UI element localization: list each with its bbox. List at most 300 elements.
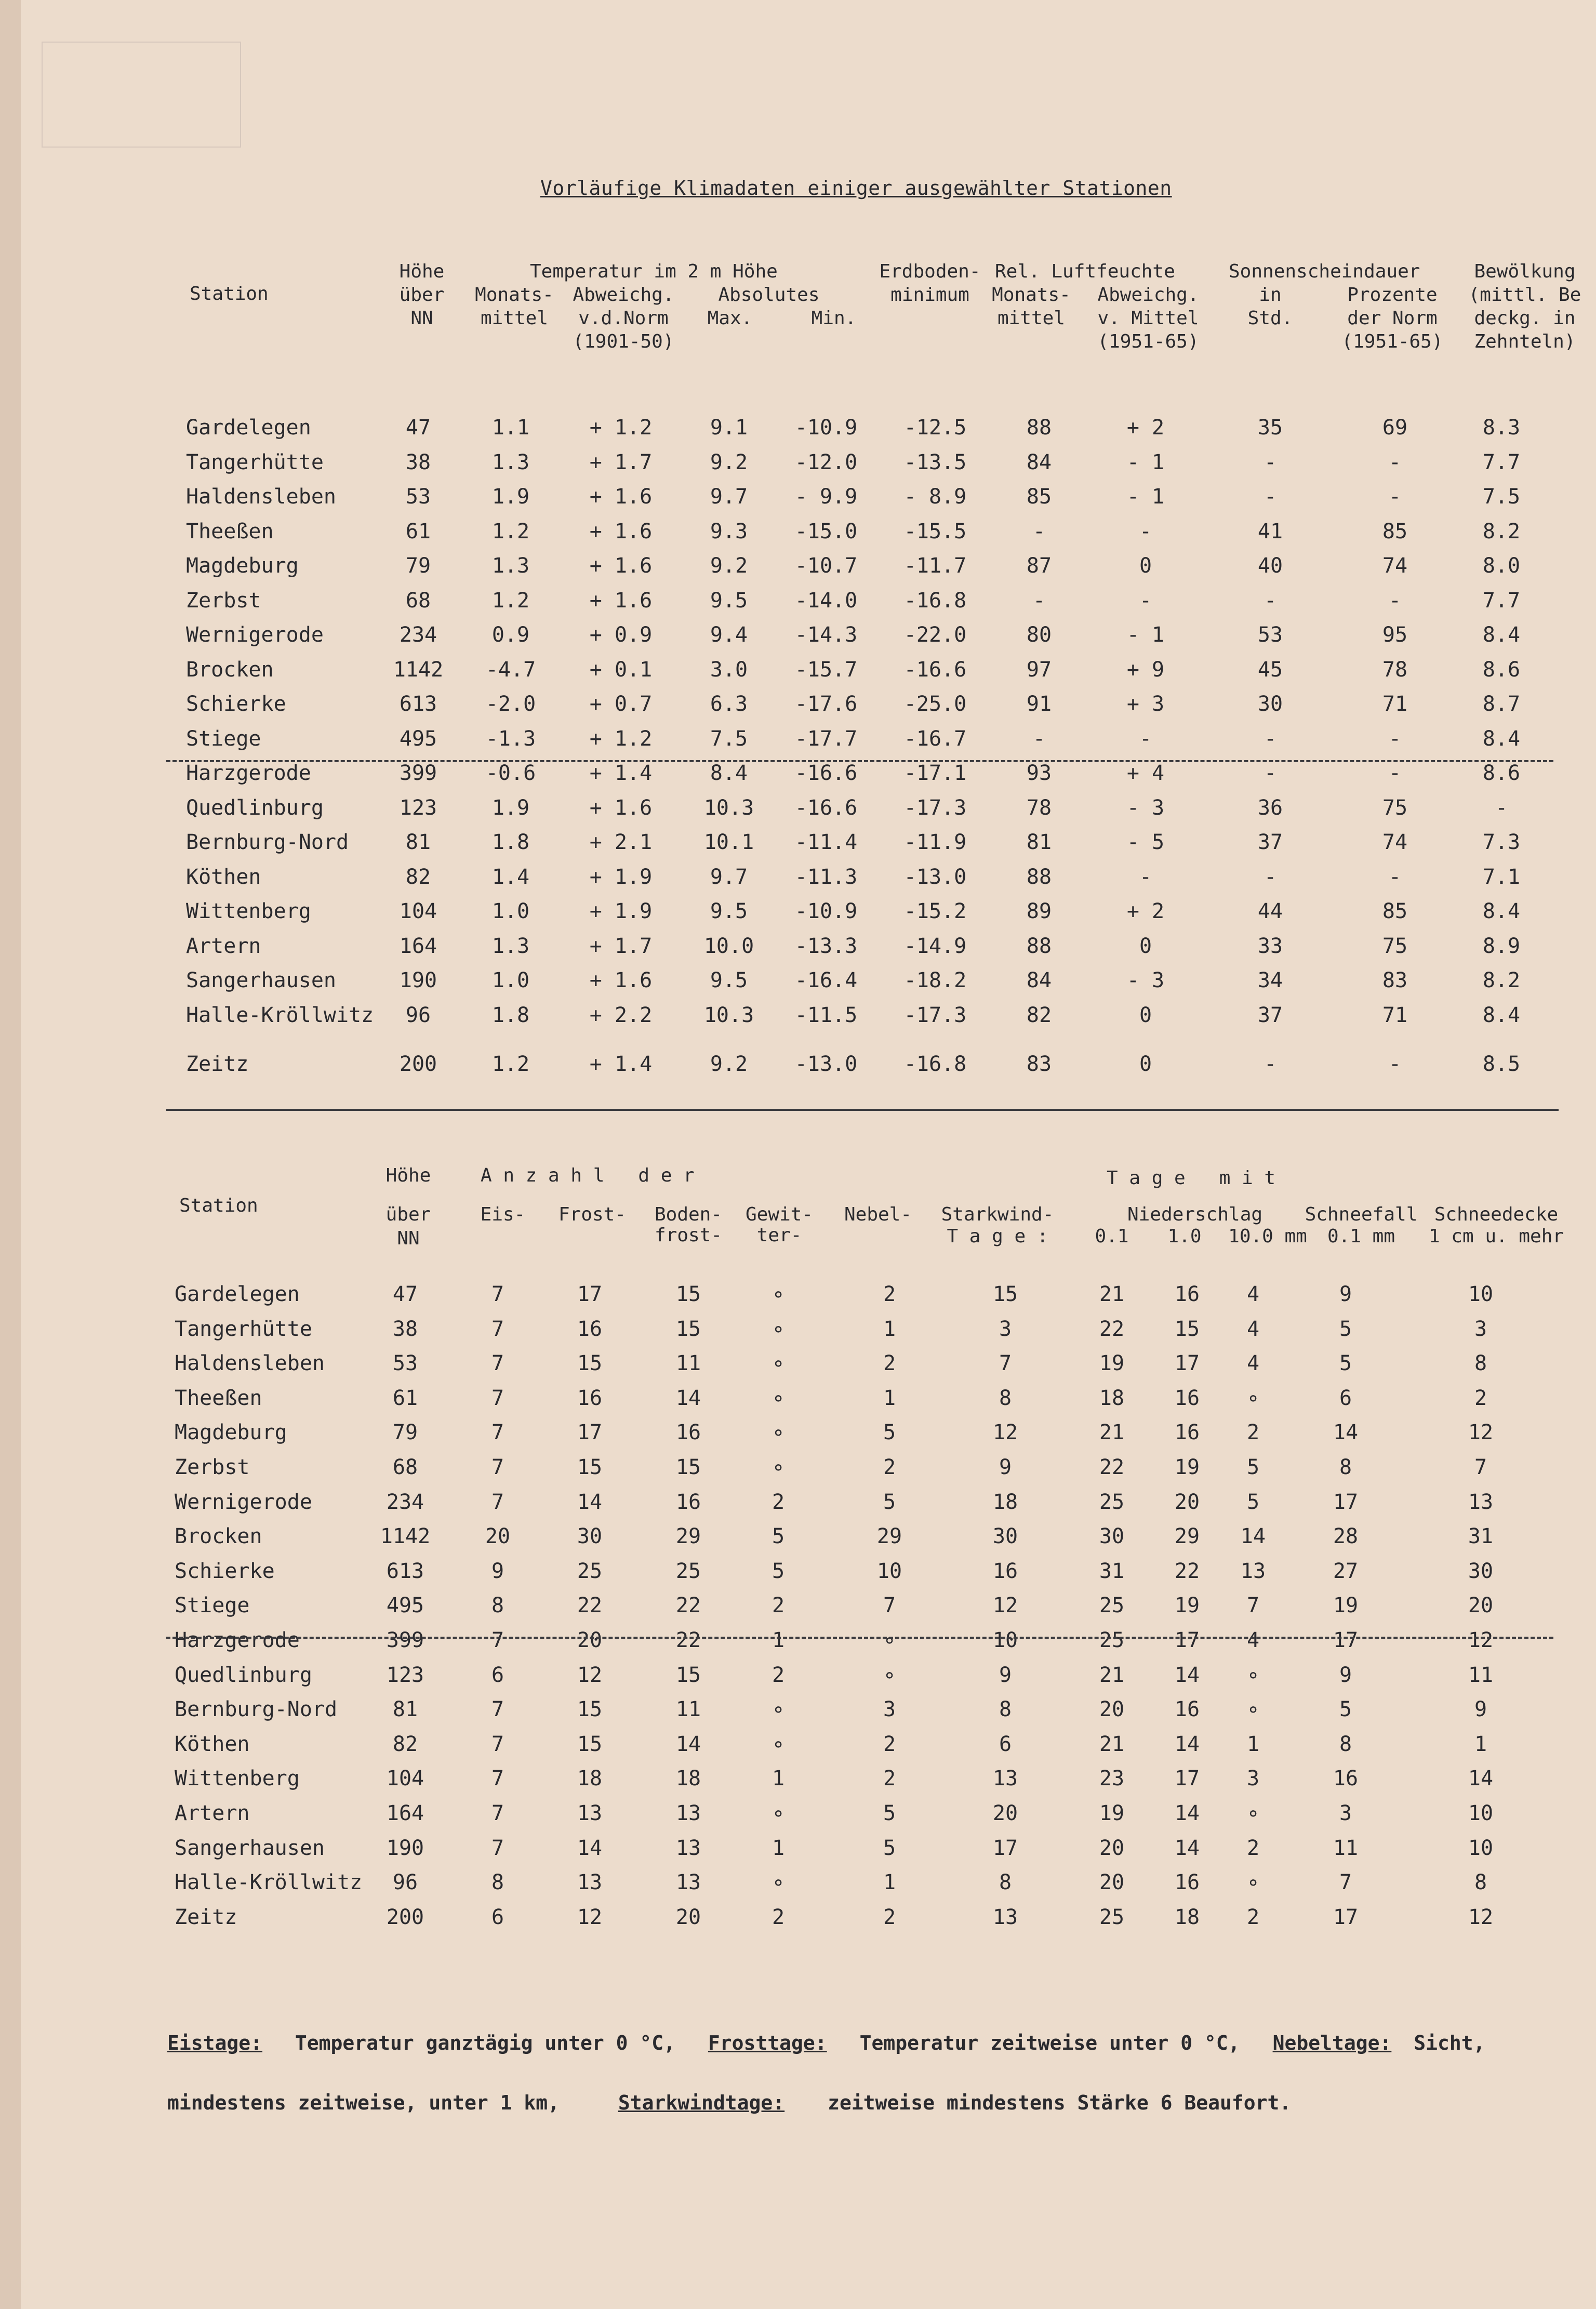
cell-luft-monatsmittel: 82 — [1026, 1003, 1052, 1027]
cell-max: 8.4 — [710, 761, 748, 785]
cell-nebel: 29 — [876, 1524, 902, 1549]
cell-niederschlag-01: 21 — [1099, 1663, 1125, 1687]
cell-bewoelkung: 8.4 — [1482, 623, 1521, 647]
cell-hoehe: 79 — [392, 1421, 418, 1445]
cell-hoehe: 68 — [392, 1455, 418, 1479]
cell-hoehe: 104 — [399, 899, 437, 923]
cell-schneefall: 17 — [1333, 1905, 1359, 1929]
cell-sonne-std: 41 — [1257, 519, 1283, 543]
cell-luft-abweichung: 0 — [1139, 1003, 1152, 1027]
cell-sonne-std: 37 — [1257, 830, 1283, 854]
cell-station: Quedlinburg — [186, 795, 324, 820]
cell-starkwind: 17 — [992, 1836, 1018, 1860]
cell-eistage: 9 — [491, 1559, 504, 1583]
cell-niederschlag-01: 20 — [1099, 1836, 1125, 1860]
t1-header-luft-group: Rel. Luftfeuchte — [995, 261, 1175, 282]
cell-frosttage: 15 — [577, 1732, 603, 1756]
cell-max: 6.3 — [710, 692, 748, 716]
t2-header-tage-mit: T a g e m i t — [1107, 1167, 1276, 1189]
cell-abweichung: + 1.6 — [589, 968, 653, 992]
cell-luft-abweichung: + 2 — [1126, 899, 1165, 923]
cell-bewoelkung: 8.6 — [1482, 657, 1521, 682]
cell-schneefall: 27 — [1333, 1559, 1359, 1583]
cell-bodenfrost: 18 — [675, 1767, 701, 1791]
cell-station: Tangerhütte — [186, 450, 324, 474]
cell-niederschlag-01: 18 — [1099, 1386, 1125, 1410]
cell-monatsmittel: 1.8 — [491, 830, 530, 854]
cell-schneefall: 8 — [1339, 1732, 1352, 1756]
cell-hoehe: 399 — [399, 761, 437, 785]
cell-starkwind: 3 — [999, 1317, 1012, 1341]
cell-niederschlag-01: 20 — [1099, 1697, 1125, 1722]
cell-nebel: 2 — [883, 1767, 896, 1791]
cell-schneedecke: 14 — [1468, 1767, 1494, 1791]
cell-bewoelkung: - — [1495, 795, 1508, 820]
cell-hoehe: 234 — [399, 623, 437, 647]
cell-nebel: 5 — [883, 1421, 896, 1445]
cell-hoehe: 47 — [405, 416, 431, 440]
cell-bodenfrost: 22 — [675, 1594, 701, 1618]
t1-header-luft-abw-1: Abweichg. — [1097, 284, 1199, 306]
t2-header-niederschlag: Niederschlag — [1127, 1204, 1263, 1225]
cell-niederschlag-01: 19 — [1099, 1351, 1125, 1376]
cell-erdboden: - 8.9 — [903, 485, 967, 509]
cell-bewoelkung: 8.0 — [1482, 554, 1521, 578]
cell-monatsmittel: -2.0 — [485, 692, 536, 716]
cell-frosttage: 14 — [577, 1836, 603, 1860]
cell-bewoelkung: 8.4 — [1482, 726, 1521, 751]
cell-eistage: 7 — [491, 1317, 504, 1341]
cell-monatsmittel: 1.8 — [491, 1003, 530, 1027]
cell-starkwind: 8 — [999, 1697, 1012, 1722]
cell-bewoelkung: 8.4 — [1482, 1003, 1521, 1027]
cell-niederschlag-100: 4 — [1246, 1282, 1260, 1306]
cell-sonne-std: 34 — [1257, 968, 1283, 992]
cell-eistage: 7 — [491, 1386, 504, 1410]
starkwind-text: zeitweise mindestens Stärke 6 Beaufort. — [828, 2091, 1292, 2114]
cell-frosttage: 15 — [577, 1697, 603, 1722]
cell-bodenfrost: 16 — [675, 1490, 701, 1514]
cell-luft-monatsmittel: 93 — [1026, 761, 1052, 785]
cell-luft-abweichung: + 9 — [1126, 657, 1165, 682]
cell-bewoelkung: 7.7 — [1482, 450, 1521, 474]
cell-niederschlag-100: 4 — [1246, 1351, 1260, 1376]
cell-sonne-prozent: - — [1388, 865, 1402, 889]
cell-schneefall: 9 — [1339, 1663, 1352, 1687]
cell-erdboden: -14.9 — [903, 934, 967, 958]
footnote-line-2 — [167, 2091, 1291, 2114]
cell-abweichung: + 1.6 — [589, 795, 653, 820]
cell-min: -17.7 — [794, 726, 858, 751]
cell-eistage: 7 — [491, 1732, 504, 1756]
t1-header-erdboden-2: minimum — [890, 284, 969, 306]
cell-max: 9.7 — [710, 865, 748, 889]
cell-luft-monatsmittel: - — [1032, 588, 1046, 613]
cell-starkwind: 13 — [992, 1767, 1018, 1791]
cell-hoehe: 123 — [399, 795, 437, 820]
cell-hoehe: 495 — [386, 1594, 424, 1618]
cell-luft-abweichung: 0 — [1139, 934, 1152, 958]
cell-max: 3.0 — [710, 657, 748, 682]
cell-niederschlag-10: 18 — [1174, 1905, 1200, 1929]
cell-niederschlag-10: 16 — [1174, 1421, 1200, 1445]
cell-bodenfrost: 22 — [675, 1628, 701, 1652]
cell-station: Wittenberg — [175, 1767, 300, 1791]
cell-schneefall: 5 — [1339, 1351, 1352, 1376]
cell-station: Bernburg-Nord — [175, 1697, 338, 1722]
cell-hoehe: 190 — [399, 968, 437, 992]
t2-header-n100: 10.0 mm — [1228, 1226, 1307, 1247]
cell-min: -12.0 — [794, 450, 858, 474]
cell-abweichung: + 1.2 — [589, 416, 653, 440]
cell-erdboden: -25.0 — [903, 692, 967, 716]
t1-header-bew-4: Zehnteln) — [1474, 331, 1576, 352]
cell-niederschlag-01: 19 — [1099, 1801, 1125, 1825]
cell-station: Brocken — [175, 1524, 262, 1549]
cell-schneedecke: 10 — [1468, 1801, 1494, 1825]
cell-schneefall: 19 — [1333, 1594, 1359, 1618]
cell-luft-monatsmittel: 80 — [1026, 623, 1052, 647]
cell-schneefall: 17 — [1333, 1490, 1359, 1514]
cell-monatsmittel: 1.2 — [491, 519, 530, 543]
cell-sonne-prozent: 78 — [1382, 657, 1408, 682]
cell-abweichung: + 2.1 — [589, 830, 653, 854]
cell-sonne-std: 30 — [1257, 692, 1283, 716]
cell-bodenfrost: 13 — [675, 1870, 701, 1895]
cell-sonne-std: 44 — [1257, 899, 1283, 923]
cell-max: 10.3 — [703, 795, 754, 820]
cell-abweichung: + 1.7 — [589, 934, 653, 958]
t1-header-monats-1: Monats- — [475, 284, 554, 306]
cell-gewitter: 5 — [772, 1559, 785, 1583]
cell-min: -16.6 — [794, 795, 858, 820]
cell-max: 9.1 — [710, 416, 748, 440]
cell-frosttage: 12 — [577, 1663, 603, 1687]
cell-frosttage: 13 — [577, 1870, 603, 1895]
cell-eistage: 6 — [491, 1905, 504, 1929]
cell-frosttage: 18 — [577, 1767, 603, 1791]
cell-max: 9.7 — [710, 485, 748, 509]
cell-abweichung: + 1.9 — [589, 865, 653, 889]
cell-gewitter: 1 — [772, 1767, 785, 1791]
t1-header-station: Station — [190, 283, 269, 304]
cell-sonne-prozent: - — [1388, 485, 1402, 509]
cell-sonne-prozent: 95 — [1382, 623, 1408, 647]
cell-station: Theeßen — [175, 1386, 262, 1410]
cell-station: Bernburg-Nord — [186, 830, 349, 854]
t1-header-monats-2: mittel — [480, 308, 549, 329]
cell-luft-monatsmittel: 88 — [1026, 865, 1052, 889]
cell-hoehe: 81 — [392, 1697, 418, 1722]
cell-gewitter: ∘ — [772, 1697, 785, 1722]
cell-max: 10.3 — [703, 1003, 754, 1027]
cell-station: Sangerhausen — [175, 1836, 325, 1860]
cell-sonne-prozent: - — [1388, 761, 1402, 785]
cell-luft-monatsmittel: 83 — [1026, 1052, 1052, 1076]
t1-header-bew-1: Bewölkung — [1474, 261, 1576, 282]
cell-min: -13.0 — [794, 1052, 858, 1076]
cell-luft-abweichung: + 3 — [1126, 692, 1165, 716]
cell-niederschlag-10: 29 — [1174, 1524, 1200, 1549]
cell-hoehe: 81 — [405, 830, 431, 854]
cell-niederschlag-100: 3 — [1246, 1767, 1260, 1791]
t1-header-luft-monats-2: mittel — [997, 308, 1066, 329]
cell-niederschlag-10: 22 — [1174, 1559, 1200, 1583]
cell-frosttage: 16 — [577, 1317, 603, 1341]
t2-header-n01: 0.1 — [1095, 1226, 1129, 1247]
cell-abweichung: + 1.6 — [589, 588, 653, 613]
cell-min: - 9.9 — [794, 485, 858, 509]
cell-gewitter: ∘ — [772, 1455, 785, 1479]
cell-schneedecke: 12 — [1468, 1628, 1494, 1652]
cell-station: Wittenberg — [186, 899, 311, 923]
cell-schneedecke: 13 — [1468, 1490, 1494, 1514]
cell-bodenfrost: 14 — [675, 1732, 701, 1756]
cell-frosttage: 15 — [577, 1455, 603, 1479]
cell-niederschlag-10: 16 — [1174, 1282, 1200, 1306]
cell-max: 9.2 — [710, 554, 748, 578]
cell-max: 10.1 — [703, 830, 754, 854]
cell-max: 9.5 — [710, 588, 748, 613]
cell-sonne-std: - — [1264, 485, 1277, 509]
cell-monatsmittel: -0.6 — [485, 761, 536, 785]
cell-luft-monatsmittel: 81 — [1026, 830, 1052, 854]
cell-starkwind: 13 — [992, 1905, 1018, 1929]
cell-bewoelkung: 7.1 — [1482, 865, 1521, 889]
cell-niederschlag-01: 30 — [1099, 1524, 1125, 1549]
cell-nebel: 2 — [883, 1455, 896, 1479]
cell-station: Schierke — [175, 1559, 275, 1583]
cell-nebel: 1 — [883, 1317, 896, 1341]
cell-gewitter: ∘ — [772, 1732, 785, 1756]
cell-starkwind: 10 — [992, 1628, 1018, 1652]
cell-niederschlag-01: 25 — [1099, 1628, 1125, 1652]
cell-schneefall: 28 — [1333, 1524, 1359, 1549]
cell-hoehe: 53 — [392, 1351, 418, 1376]
cell-starkwind: 6 — [999, 1732, 1012, 1756]
faded-stamp — [42, 42, 241, 148]
frosttage-text: Temperatur zeitweise unter 0 °C, — [859, 2032, 1240, 2054]
cell-eistage: 7 — [491, 1490, 504, 1514]
t2-header-anzahl: A n z a h l d e r — [481, 1165, 695, 1186]
cell-min: -13.3 — [794, 934, 858, 958]
cell-schneefall: 9 — [1339, 1282, 1352, 1306]
cell-gewitter: 2 — [772, 1905, 785, 1929]
cell-abweichung: + 1.7 — [589, 450, 653, 474]
eistage-label: Eistage: — [167, 2032, 263, 2054]
t2-header-schneefall-2: 0.1 mm — [1327, 1226, 1395, 1247]
cell-nebel: 5 — [883, 1836, 896, 1860]
cell-nebel: 2 — [883, 1732, 896, 1756]
cell-frosttage: 12 — [577, 1905, 603, 1929]
cell-luft-abweichung: - 3 — [1126, 968, 1165, 992]
cell-gewitter: 1 — [772, 1628, 785, 1652]
cell-sonne-std: - — [1264, 865, 1277, 889]
cell-eistage: 7 — [491, 1351, 504, 1376]
cell-station: Gardelegen — [175, 1282, 300, 1306]
t1-header-bew-2: (mittl. Be — [1468, 284, 1581, 306]
t1-header-luft-abw-3: (1951-65) — [1097, 331, 1199, 352]
cell-luft-monatsmittel: 91 — [1026, 692, 1052, 716]
cell-abweichung: + 1.6 — [589, 519, 653, 543]
cell-bodenfrost: 15 — [675, 1663, 701, 1687]
cell-niederschlag-01: 23 — [1099, 1767, 1125, 1791]
cell-niederschlag-01: 21 — [1099, 1282, 1125, 1306]
cell-starkwind: 12 — [992, 1421, 1018, 1445]
cell-niederschlag-100: ∘ — [1246, 1386, 1260, 1410]
cell-luft-monatsmittel: 84 — [1026, 968, 1052, 992]
cell-min: -14.3 — [794, 623, 858, 647]
cell-frosttage: 16 — [577, 1386, 603, 1410]
cell-station: Stiege — [186, 726, 261, 751]
t1-header-sonne-std-1: in — [1259, 284, 1282, 306]
cell-min: -15.0 — [794, 519, 858, 543]
cell-monatsmittel: 1.0 — [491, 968, 530, 992]
cell-nebel: 2 — [883, 1282, 896, 1306]
cell-hoehe: 104 — [386, 1767, 424, 1791]
t2-header-hoehe-2: über — [385, 1204, 431, 1225]
cell-bodenfrost: 14 — [675, 1386, 701, 1410]
cell-abweichung: + 1.4 — [589, 761, 653, 785]
cell-sonne-prozent: 74 — [1382, 554, 1408, 578]
t1-header-max: Max. — [707, 308, 753, 329]
cell-gewitter: 2 — [772, 1490, 785, 1514]
cell-monatsmittel: 1.1 — [491, 416, 530, 440]
t2-header-boden-1: Boden- — [654, 1204, 723, 1225]
cell-gewitter: 2 — [772, 1663, 785, 1687]
cell-hoehe: 96 — [405, 1003, 431, 1027]
cell-erdboden: -16.8 — [903, 588, 967, 613]
cell-niederschlag-01: 21 — [1099, 1421, 1125, 1445]
cell-abweichung: + 0.1 — [589, 657, 653, 682]
cell-schneefall: 7 — [1339, 1870, 1352, 1895]
cell-sonne-prozent: 69 — [1382, 416, 1408, 440]
t2-header-frost: Frost- — [558, 1204, 627, 1225]
cell-bodenfrost: 25 — [675, 1559, 701, 1583]
t2-header-nebel: Nebel- — [844, 1204, 912, 1225]
cell-hoehe: 38 — [405, 450, 431, 474]
cell-niederschlag-10: 14 — [1174, 1801, 1200, 1825]
cell-sonne-std: 53 — [1257, 623, 1283, 647]
cell-bodenfrost: 15 — [675, 1317, 701, 1341]
cell-niederschlag-100: 14 — [1240, 1524, 1266, 1549]
t1-header-abw-1: Abweichg. — [573, 284, 674, 306]
cell-min: -15.7 — [794, 657, 858, 682]
cell-schneedecke: 9 — [1474, 1697, 1487, 1722]
cell-niederschlag-100: 7 — [1246, 1594, 1260, 1618]
cell-station: Köthen — [175, 1732, 250, 1756]
cell-niederschlag-10: 14 — [1174, 1836, 1200, 1860]
cell-schneedecke: 1 — [1474, 1732, 1487, 1756]
t1-header-sonne-std-2: Std. — [1247, 308, 1293, 329]
cell-frosttage: 13 — [577, 1801, 603, 1825]
cell-station: Brocken — [186, 657, 274, 682]
footnote-line2-text: mindestens zeitweise, unter 1 km, — [167, 2091, 560, 2114]
cell-luft-monatsmittel: - — [1032, 726, 1046, 751]
cell-sonne-prozent: 75 — [1382, 795, 1408, 820]
cell-bodenfrost: 15 — [675, 1455, 701, 1479]
cell-min: -10.9 — [794, 899, 858, 923]
cell-station: Köthen — [186, 865, 261, 889]
cell-sonne-std: - — [1264, 450, 1277, 474]
cell-luft-monatsmittel: 85 — [1026, 485, 1052, 509]
eistage-text: Temperatur ganztägig unter 0 °C, — [295, 2032, 676, 2054]
cell-sonne-std: - — [1264, 761, 1277, 785]
cell-nebel: 3 — [883, 1697, 896, 1722]
t1-header-absolutes: Absolutes — [718, 284, 820, 306]
cell-erdboden: -17.3 — [903, 795, 967, 820]
cell-starkwind: 7 — [999, 1351, 1012, 1376]
cell-max: 9.2 — [710, 1052, 748, 1076]
cell-abweichung: + 2.2 — [589, 1003, 653, 1027]
cell-sonne-std: 35 — [1257, 416, 1283, 440]
cell-eistage: 8 — [491, 1594, 504, 1618]
cell-nebel: 1 — [883, 1870, 896, 1895]
cell-nebel: 2 — [883, 1905, 896, 1929]
cell-hoehe: 47 — [392, 1282, 418, 1306]
cell-eistage: 7 — [491, 1628, 504, 1652]
cell-niederschlag-10: 17 — [1174, 1628, 1200, 1652]
cell-station: Sangerhausen — [186, 968, 336, 992]
cell-niederschlag-01: 22 — [1099, 1317, 1125, 1341]
cell-bewoelkung: 8.2 — [1482, 968, 1521, 992]
cell-monatsmittel: -4.7 — [485, 657, 536, 682]
cell-schneedecke: 7 — [1474, 1455, 1487, 1479]
cell-niederschlag-01: 31 — [1099, 1559, 1125, 1583]
cell-hoehe: 123 — [386, 1663, 424, 1687]
starkwind-label: Starkwindtage: — [618, 2091, 785, 2114]
cell-gewitter: 5 — [772, 1524, 785, 1549]
cell-niederschlag-01: 25 — [1099, 1905, 1125, 1929]
cell-abweichung: + 1.6 — [589, 485, 653, 509]
t1-header-sonne-proz-3: (1951-65) — [1341, 331, 1443, 352]
cell-station: Quedlinburg — [175, 1663, 312, 1687]
cell-starkwind: 30 — [992, 1524, 1018, 1549]
cell-station: Schierke — [186, 692, 286, 716]
cell-station: Stiege — [175, 1594, 250, 1618]
cell-starkwind: 16 — [992, 1559, 1018, 1583]
cell-min: -10.7 — [794, 554, 858, 578]
t1-header-hoehe-2: über — [399, 284, 445, 306]
nebeltage-text: Sicht, — [1414, 2032, 1485, 2054]
cell-station: Halle-Kröllwitz — [186, 1003, 374, 1027]
cell-niederschlag-100: 2 — [1246, 1905, 1260, 1929]
cell-monatsmittel: 1.9 — [491, 795, 530, 820]
cell-monatsmittel: 1.3 — [491, 450, 530, 474]
cell-nebel: 5 — [883, 1490, 896, 1514]
cell-station: Wernigerode — [175, 1490, 312, 1514]
cell-erdboden: -11.9 — [903, 830, 967, 854]
cell-station: Gardelegen — [186, 416, 311, 440]
t1-header-abw-2: v.d.Norm — [578, 308, 669, 329]
cell-station: Tangerhütte — [175, 1317, 312, 1341]
cell-niederschlag-10: 19 — [1174, 1455, 1200, 1479]
cell-erdboden: -17.1 — [903, 761, 967, 785]
cell-max: 10.0 — [703, 934, 754, 958]
cell-niederschlag-10: 20 — [1174, 1490, 1200, 1514]
t1-header-sonne-proz-1: Prozente — [1347, 284, 1438, 306]
cell-station: Zerbst — [186, 588, 261, 613]
cell-luft-monatsmittel: - — [1032, 519, 1046, 543]
cell-eistage: 7 — [491, 1767, 504, 1791]
cell-schneedecke: 20 — [1468, 1594, 1494, 1618]
cell-sonne-std: - — [1264, 726, 1277, 751]
cell-hoehe: 613 — [399, 692, 437, 716]
cell-starkwind: 20 — [992, 1801, 1018, 1825]
cell-niederschlag-01: 22 — [1099, 1455, 1125, 1479]
cell-bewoelkung: 8.7 — [1482, 692, 1521, 716]
cell-sonne-prozent: - — [1388, 588, 1402, 613]
